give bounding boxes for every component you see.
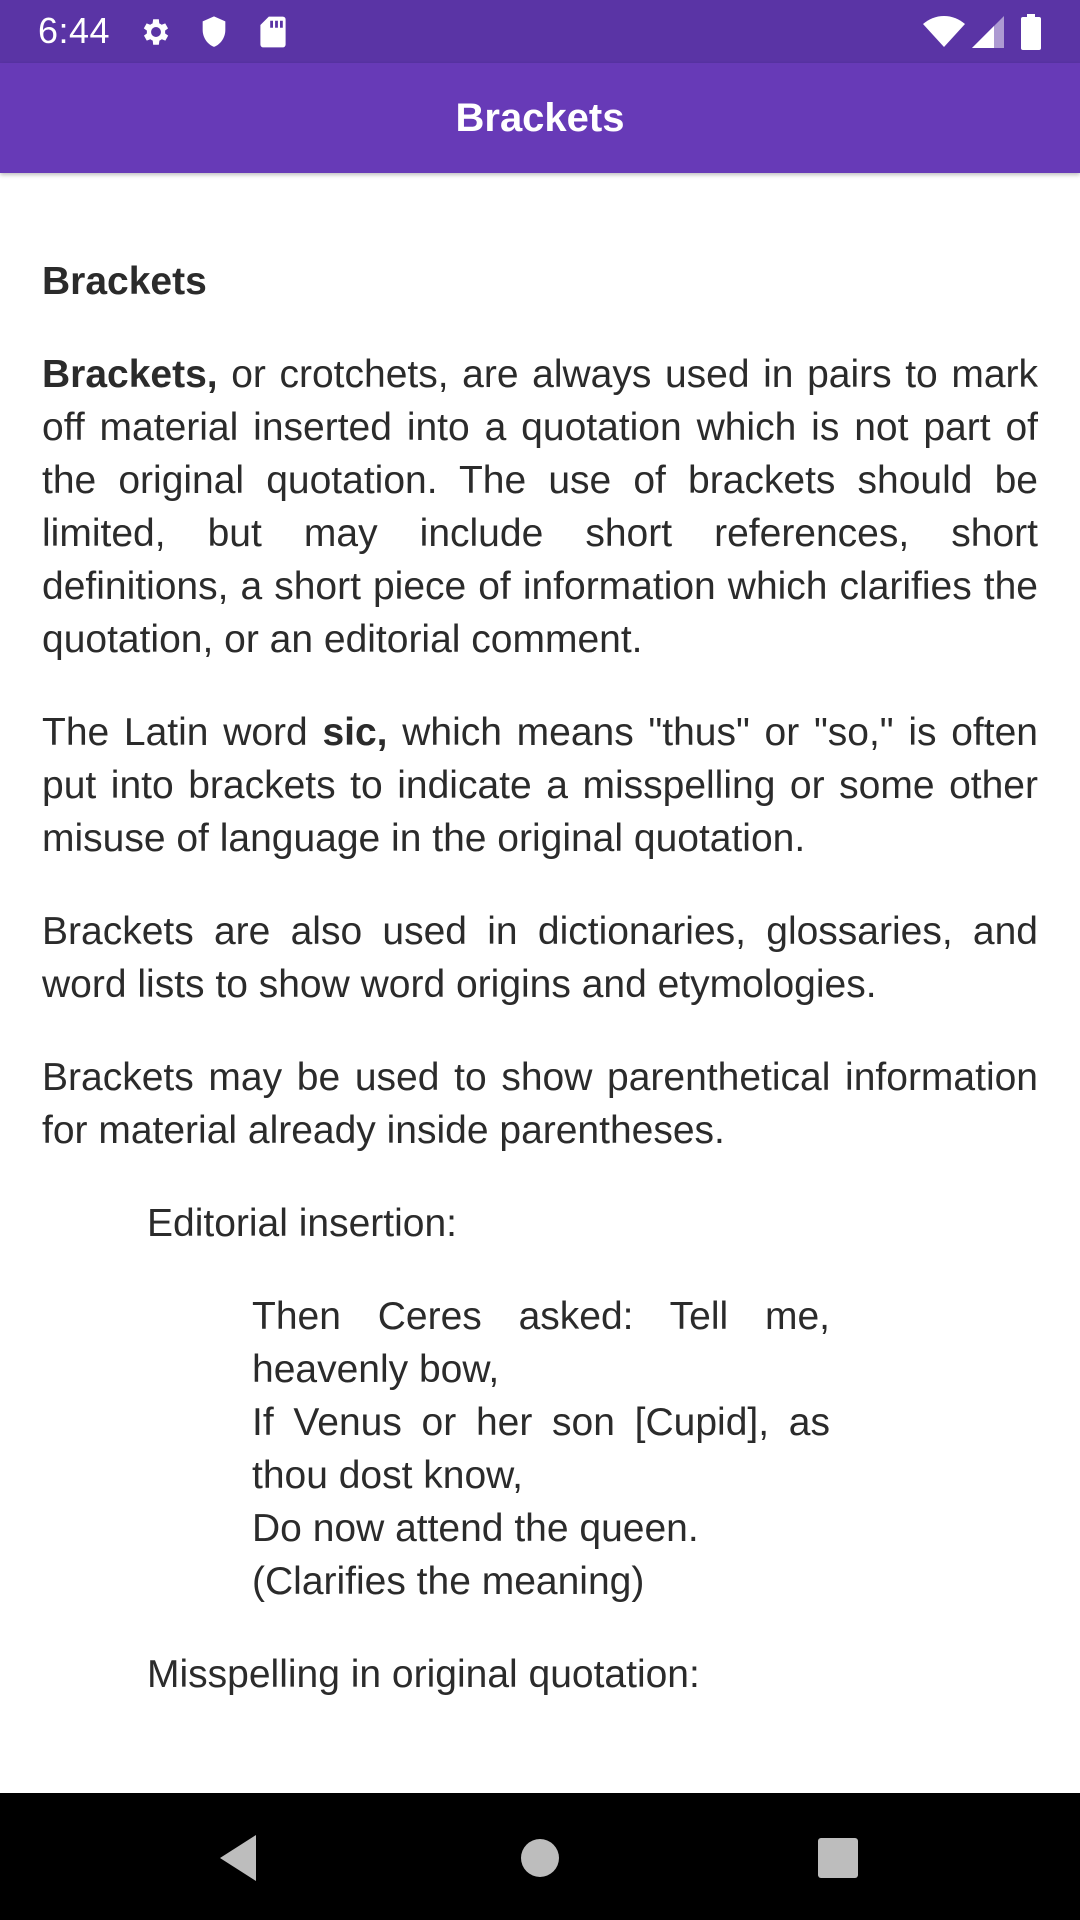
- paragraph-4: Brackets may be used to show parenthetical information for material already inside parentheses.: [42, 1056, 1038, 1152]
- quote-line: If Venus or her son [Cupid], as thou dost know,: [252, 1401, 830, 1497]
- example-1-label: Editorial insertion:: [147, 1202, 457, 1245]
- sd-card-icon: [256, 14, 290, 50]
- recents-icon[interactable]: [803, 1823, 873, 1893]
- paragraph-2: [42, 706, 1038, 865]
- status-bar: [0, 0, 1080, 63]
- paragraph-1: [42, 348, 1038, 666]
- quote-line: Do now attend the queen.: [252, 1507, 699, 1550]
- paragraph-2-after: which means "thus" or "so," is often put into brackets to indicate a misspelling or some other misuse of language in the original quotation.: [42, 711, 1038, 860]
- paragraph-1-text: or crotchets, are always used in pairs to mark off material inserted into a quotation which is not part of the original quotation. The use of brackets should be limited, but may include short references, short definitions, a short piece of information which clarifies the quotation, or an editorial comment.: [42, 353, 1038, 661]
- gear-icon: [138, 14, 174, 50]
- cell-signal-icon: [970, 14, 1006, 50]
- page-title: Brackets: [455, 95, 625, 140]
- status-time: 6:44: [38, 10, 111, 51]
- article-content: [42, 173, 1038, 1793]
- navigation-bar: [0, 1793, 1080, 1920]
- paragraph-1-bold-lead: Brackets,: [42, 353, 218, 396]
- wifi-icon: [922, 14, 966, 50]
- back-icon[interactable]: [203, 1823, 273, 1893]
- shield-icon: [197, 14, 231, 50]
- app-bar: [0, 63, 1080, 173]
- battery-icon: [1018, 14, 1044, 50]
- quote-line: Then Ceres asked: Tell me, heavenly bow,: [252, 1295, 830, 1391]
- article-heading: Brackets: [42, 260, 207, 303]
- example-2-label: Misspelling in original quotation:: [147, 1653, 700, 1696]
- paragraph-2-bold: sic,: [322, 711, 388, 754]
- example-1-quote: [252, 1290, 830, 1608]
- quote-line: (Clarifies the meaning): [252, 1560, 645, 1603]
- paragraph-3: Brackets are also used in dictionaries, glossaries, and word lists to show word origins and etymologies.: [42, 910, 1038, 1006]
- home-icon[interactable]: [505, 1823, 575, 1893]
- paragraph-2-before: The Latin word: [42, 711, 323, 754]
